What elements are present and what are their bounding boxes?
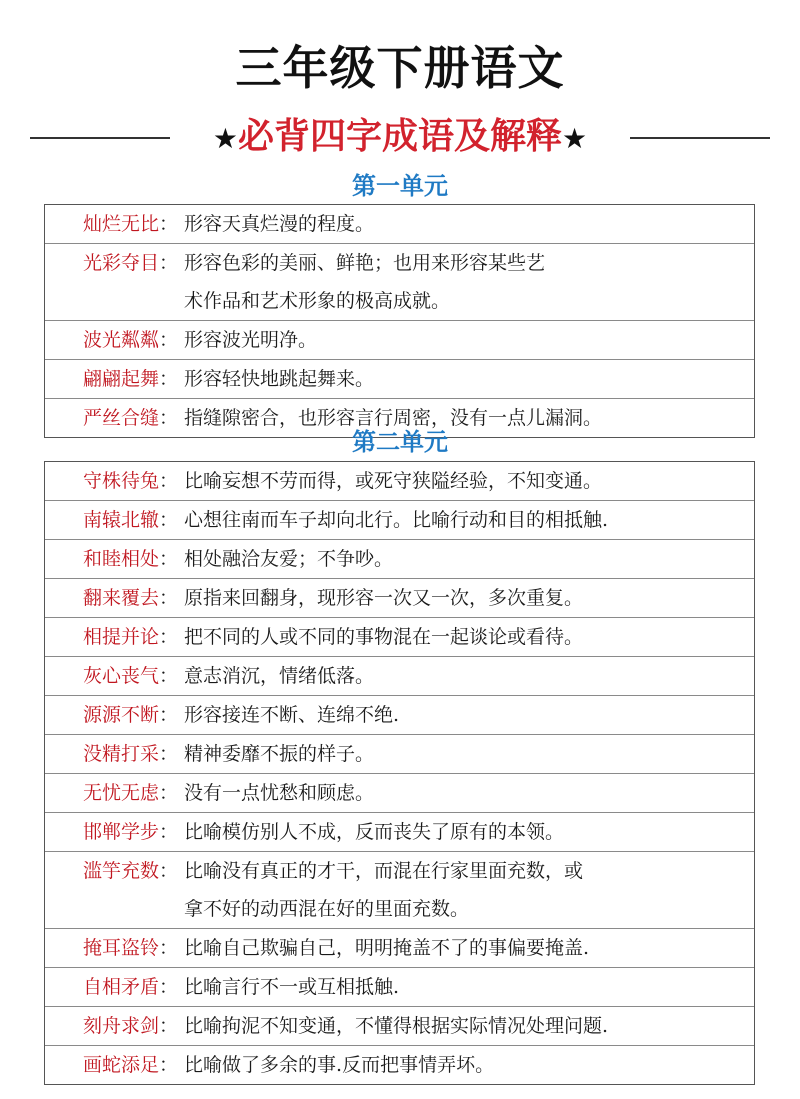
unit-1-table — [44, 204, 755, 438]
definition-line: 形容波光明净。 — [184, 329, 318, 351]
colon-separator: ： — [159, 860, 179, 882]
idiom-definition — [184, 321, 317, 359]
idiom-definition — [184, 774, 374, 812]
idiom-row — [45, 205, 754, 244]
subtitle-text: 必背四字成语及解释 — [237, 116, 562, 157]
idiom-row — [45, 657, 754, 696]
idiom-row — [45, 696, 754, 735]
idiom-term: 守株待兔 — [83, 470, 160, 492]
idiom-definition — [184, 657, 374, 695]
idiom-row — [45, 244, 754, 321]
idiom-definition — [184, 244, 545, 320]
idiom-definition — [184, 968, 399, 1006]
idiom-term: 南辕北辙 — [83, 509, 160, 531]
definition-line: 比喻拘泥不知变通，不懂得根据实际情况处理问题. — [184, 1015, 609, 1037]
idiom-term: 相提并论 — [83, 626, 160, 648]
colon-separator: ： — [159, 937, 179, 959]
colon-separator: ： — [159, 407, 179, 429]
definition-line: 精神委靡不振的样子。 — [184, 743, 375, 765]
idiom-definition — [184, 929, 589, 967]
idiom-row — [45, 1007, 754, 1046]
colon-separator: ： — [159, 470, 179, 492]
subtitle-row — [0, 112, 800, 162]
idiom-row — [45, 929, 754, 968]
idiom-definition — [184, 735, 374, 773]
colon-separator: ： — [159, 626, 179, 648]
idiom-definition — [184, 501, 608, 539]
definition-line: 比喻做了多余的事.反而把事情弄坏。 — [184, 1054, 495, 1076]
definition-line: 形容轻快地跳起舞来。 — [184, 368, 375, 390]
idiom-term: 无忧无虑 — [83, 782, 160, 804]
idiom-term: 刻舟求剑 — [83, 1015, 160, 1037]
idiom-definition — [184, 540, 393, 578]
subtitle — [170, 112, 630, 164]
definition-line: 术作品和艺术形象的极高成就。 — [184, 290, 451, 312]
star-icon: ★ — [562, 122, 588, 155]
colon-separator: ： — [159, 213, 179, 235]
colon-separator: ： — [159, 665, 179, 687]
idiom-row — [45, 321, 754, 360]
definition-line: 相处融洽友爱；不争吵。 — [184, 548, 394, 570]
colon-separator: ： — [159, 509, 179, 531]
idiom-definition — [184, 205, 374, 243]
colon-separator: ： — [159, 1015, 179, 1037]
idiom-definition — [184, 579, 583, 617]
colon-separator: ： — [159, 976, 179, 998]
idiom-row — [45, 579, 754, 618]
idiom-definition — [184, 1007, 608, 1045]
colon-separator: ： — [159, 782, 179, 804]
idiom-definition — [184, 813, 564, 851]
idiom-row — [45, 501, 754, 540]
idiom-row — [45, 540, 754, 579]
idiom-term: 翻来覆去 — [83, 587, 160, 609]
colon-separator: ： — [159, 252, 179, 274]
colon-separator: ： — [159, 704, 179, 726]
idiom-row — [45, 852, 754, 929]
idiom-row — [45, 1046, 754, 1084]
idiom-term: 光彩夺目 — [83, 252, 160, 274]
colon-separator: ： — [159, 548, 179, 570]
definition-line: 没有一点忧愁和顾虑。 — [184, 782, 375, 804]
idiom-term: 没精打采 — [83, 743, 160, 765]
definition-line: 拿不好的动西混在好的里面充数。 — [184, 898, 470, 920]
definition-line: 形容色彩的美丽、鲜艳；也用来形容某些艺 — [184, 252, 546, 274]
definition-line: 比喻妄想不劳而得，或死守狭隘经验，不知变通。 — [184, 470, 603, 492]
idiom-term: 源源不断 — [83, 704, 160, 726]
idiom-term: 波光粼粼 — [83, 329, 160, 351]
idiom-definition — [184, 618, 583, 656]
definition-line: 比喻自己欺骗自己，明明掩盖不了的事偏要掩盖. — [184, 937, 590, 959]
definition-line: 心想往南而车子却向北行。比喻行动和目的相抵触. — [184, 509, 609, 531]
unit-1-heading: 第一单元 — [352, 172, 448, 200]
idiom-row — [45, 618, 754, 657]
idiom-term: 和睦相处 — [83, 548, 160, 570]
definition-line: 比喻模仿别人不成，反而丧失了原有的本领。 — [184, 821, 565, 843]
idiom-row — [45, 968, 754, 1007]
definition-line: 比喻言行不一或互相抵触. — [184, 976, 400, 998]
idiom-term: 画蛇添足 — [83, 1054, 160, 1076]
idiom-row — [45, 774, 754, 813]
idiom-term: 掩耳盗铃 — [83, 937, 160, 959]
idiom-row — [45, 360, 754, 399]
definition-line: 指缝隙密合，也形容言行周密，没有一点儿漏洞。 — [184, 407, 603, 429]
definition-line: 比喻没有真正的才干，而混在行家里面充数，或 — [184, 860, 584, 882]
idiom-row — [45, 735, 754, 774]
colon-separator: ： — [159, 743, 179, 765]
page-title: 三年级下册语文 — [235, 41, 565, 95]
idiom-definition — [184, 696, 399, 734]
colon-separator: ： — [159, 329, 179, 351]
idiom-definition — [184, 462, 602, 500]
unit-2-table — [44, 461, 755, 1085]
colon-separator: ： — [159, 587, 179, 609]
definition-line: 形容天真烂漫的程度。 — [184, 213, 375, 235]
idiom-definition — [184, 1046, 494, 1084]
idiom-definition — [184, 360, 374, 398]
idiom-row — [45, 462, 754, 501]
definition-line: 原指来回翻身，现形容一次又一次，多次重复。 — [184, 587, 584, 609]
unit-2-heading: 第二单元 — [352, 428, 448, 456]
idiom-row — [45, 813, 754, 852]
idiom-term: 灿烂无比 — [83, 213, 160, 235]
idiom-term: 翩翩起舞 — [83, 368, 160, 390]
colon-separator: ： — [159, 368, 179, 390]
idiom-term: 严丝合缝 — [83, 407, 160, 429]
colon-separator: ： — [159, 821, 179, 843]
subtitle-divider-left — [30, 137, 170, 139]
idiom-term: 邯郸学步 — [83, 821, 160, 843]
idiom-definition — [184, 852, 583, 928]
colon-separator: ： — [159, 1054, 179, 1076]
definition-line: 意志消沉，情绪低落。 — [184, 665, 375, 687]
idiom-term: 自相矛盾 — [83, 976, 160, 998]
star-icon: ★ — [212, 122, 238, 155]
definition-line: 形容接连不断、连绵不绝. — [184, 704, 400, 726]
definition-line: 把不同的人或不同的事物混在一起谈论或看待。 — [184, 626, 584, 648]
idiom-term: 灰心丧气 — [83, 665, 160, 687]
subtitle-divider-right — [630, 137, 770, 139]
idiom-term: 滥竽充数 — [83, 860, 160, 882]
